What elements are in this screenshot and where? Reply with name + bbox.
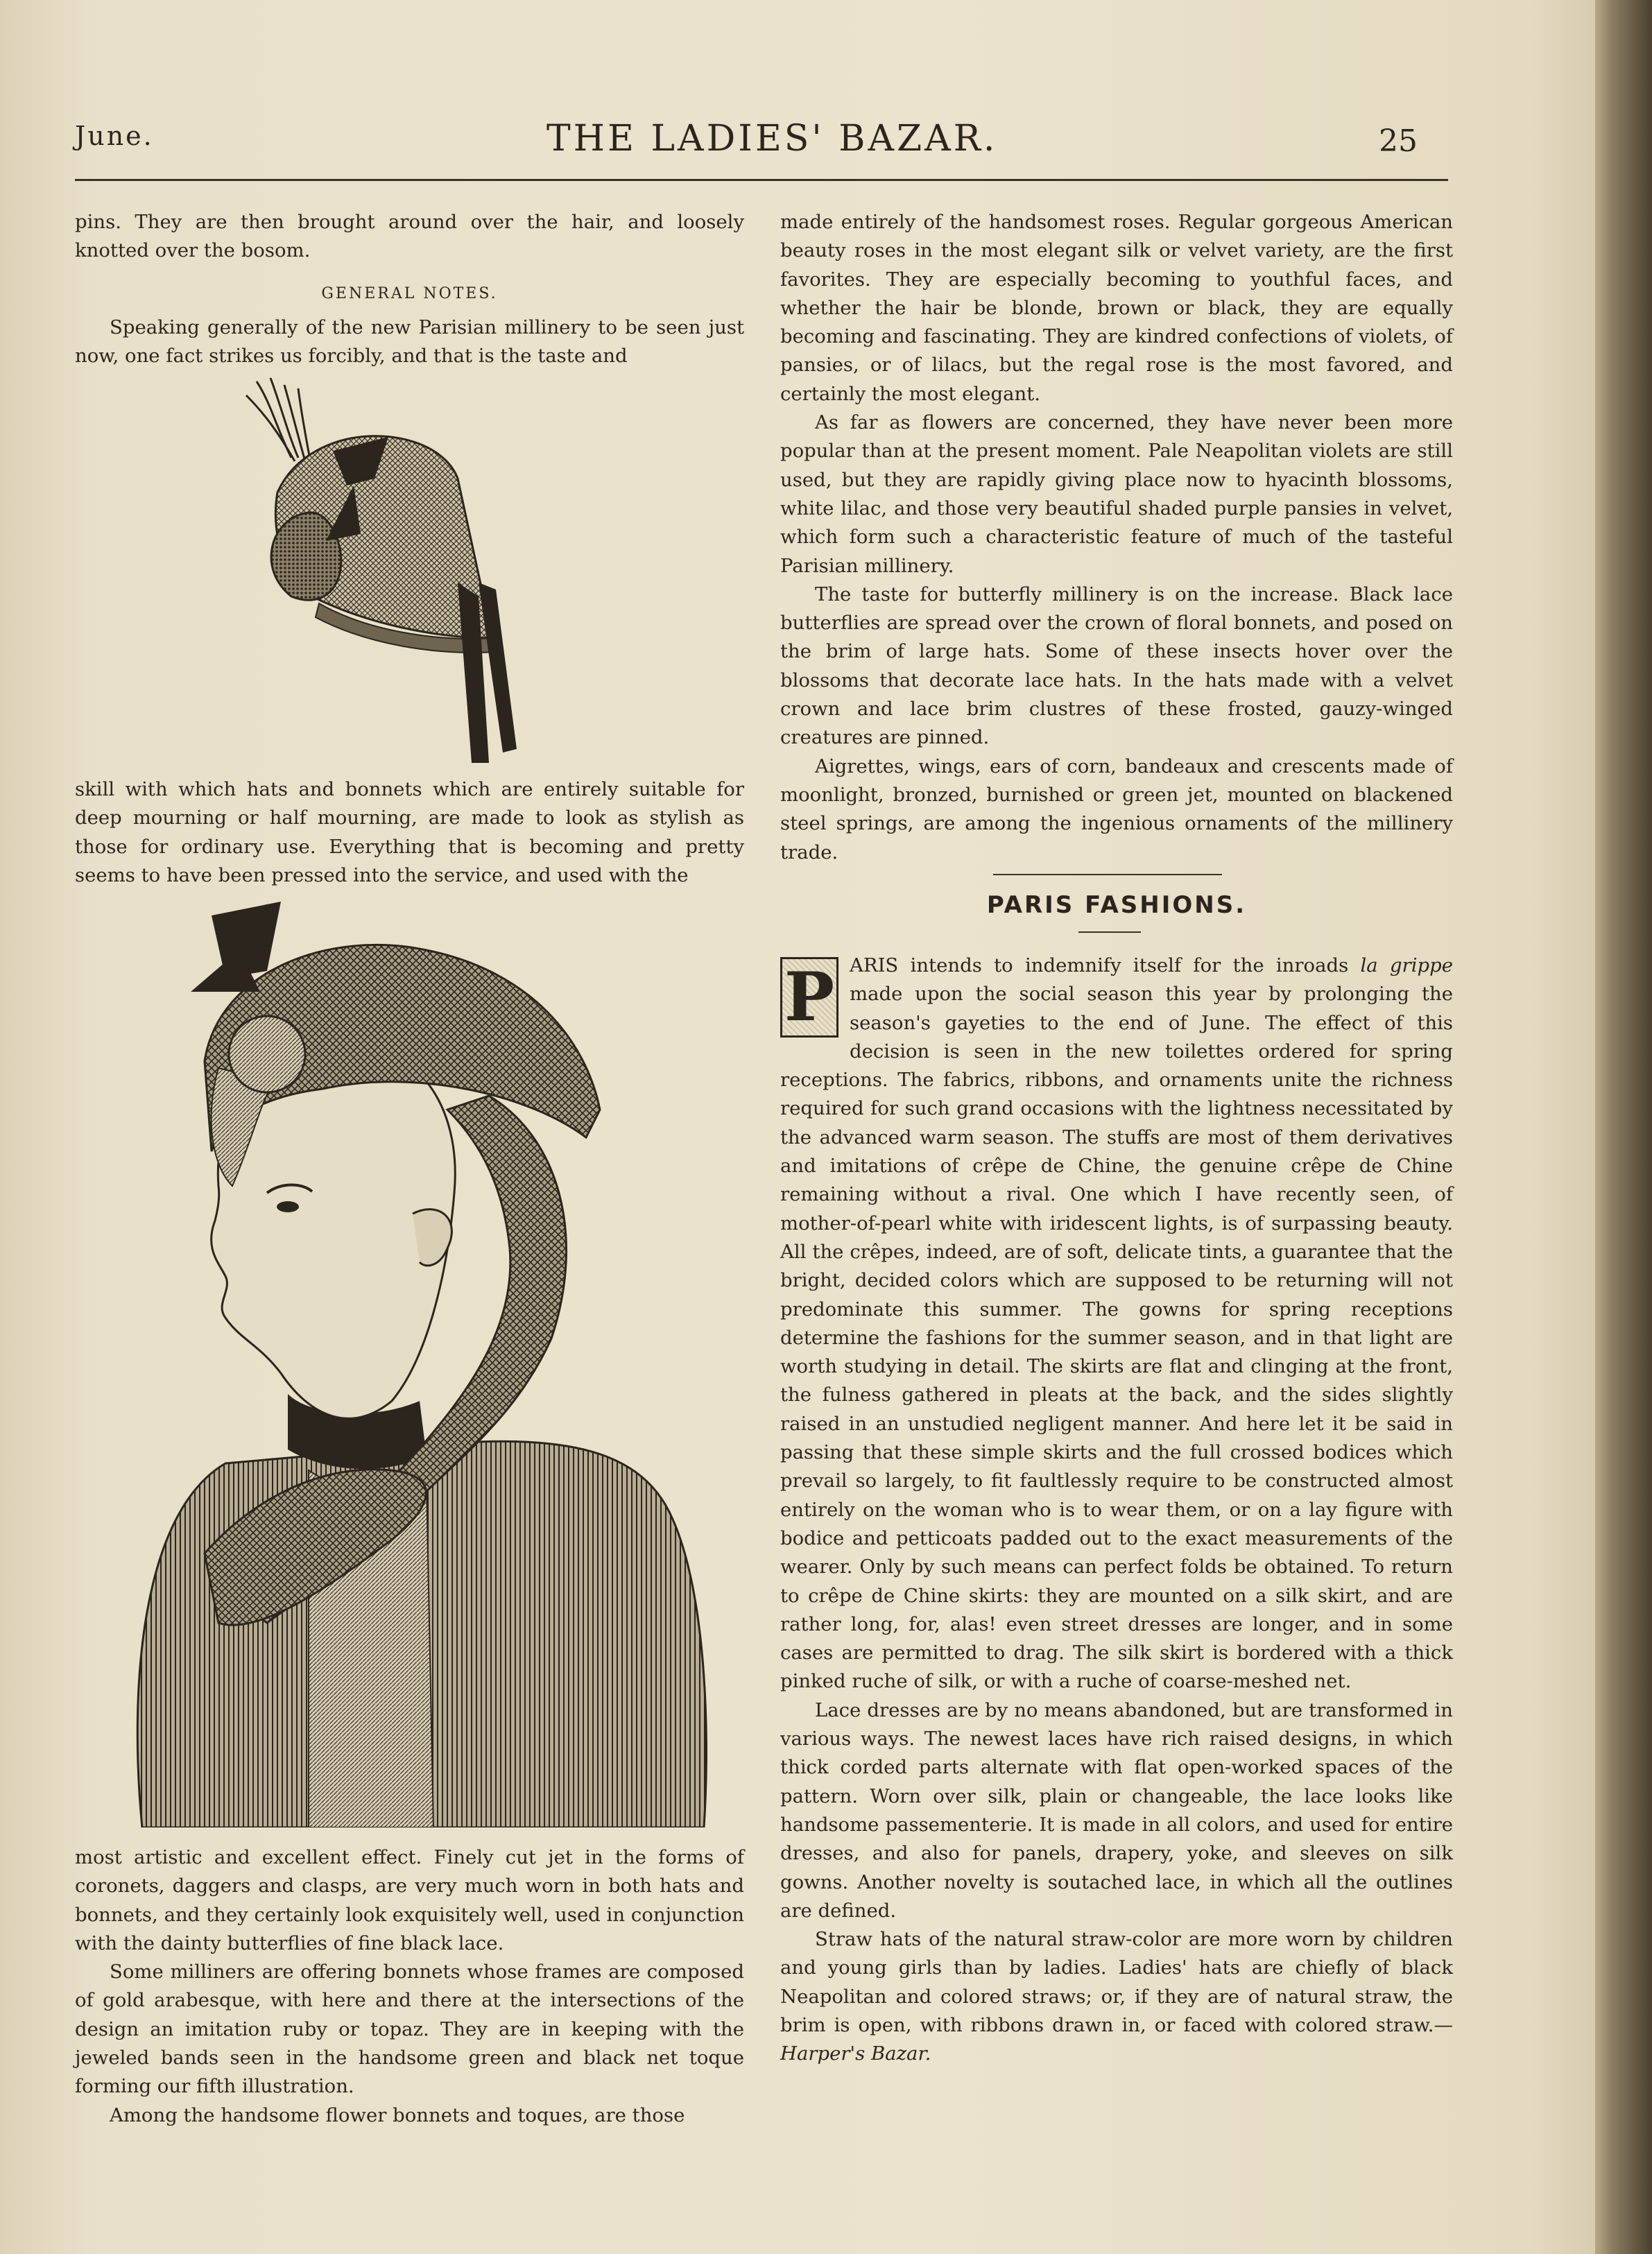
section-title-paris-fashions: PARIS FASHIONS.	[986, 891, 1247, 919]
toque-hat-illustration	[229, 375, 617, 770]
left-column-bottom	[75, 1843, 744, 2130]
header-month: June.	[75, 121, 154, 151]
right-column-article	[780, 952, 1453, 2069]
paragraph-text: Straw hats of the natural straw-color are more worn by children and young girls than by ladies. Ladies' hats are chiefly of black Neapolitan and colored straws; or, if they are of natural straw, the brim is open, with ribbons drawn in, or faced with colored straw.	[780, 1928, 1453, 2036]
paragraph: made entirely of the handsomest roses. Regular gorgeous American beauty roses in the most elegant silk or velvet variety, are the first favorites. They are especially becoming to youthful faces, and whether the hair be blonde, brown or black, they are equally becoming and fascinating. They are kindred confections of violets, of pansies, or of lilacs, but the regal rose is the most favored, and certainly the most elegant.	[780, 211, 1453, 405]
paragraph: skill with which hats and bonnets which are entirely suitable for deep mourning or half mourning, are made to look as stylish as those for ordinary use. Everything that is becoming and pretty seems to have been pressed into the service, and used with the	[75, 778, 744, 886]
paragraph	[780, 1925, 1453, 2068]
paragraph: Speaking generally of the new Parisian millinery to be seen just now, one fact strikes us forcibly, and that is the taste and	[75, 316, 744, 368]
paragraph: pins. They are then brought around over the hair, and loosely knotted over the bosom.	[75, 211, 744, 262]
left-column-middle	[75, 775, 744, 890]
right-column-top	[780, 208, 1453, 867]
header-rule	[75, 179, 1448, 181]
paragraph: As far as flowers are concerned, they have never been more popular than at the present moment. Pale Neapolitan violets are still used, but they are rapidly giving place now to hyacinth blossoms, white lilac, and those very beautiful shaded purple pansies in velvet, which form such a characteristic feature of much of the tasteful Parisian millinery.	[780, 411, 1453, 577]
paragraph: Among the handsome flower bonnets and toques, are those	[110, 2104, 685, 2126]
paragraph: Lace dresses are by no means abandoned, but are transformed in various ways. The newest laces have rich raised designs, in which thick corded parts alternate with flat open-worked spaces of the pattern. Worn over silk, plain or changeable, the lace looks like handsome passementerie. It is made in all colors, and used for entire dresses, and also for panels, drapery, yoke, and sleeves on silk gowns. Another novelty is soutached lace, in which all the outlines are defined.	[780, 1698, 1453, 1922]
title-underline	[1078, 931, 1141, 933]
page-header	[75, 118, 1448, 166]
source-credit: —Harper's Bazar.	[780, 2013, 1453, 2065]
italic-phrase: la grippe	[1360, 954, 1453, 977]
section-separator	[993, 874, 1222, 875]
subheading-general-notes: GENERAL NOTES.	[321, 284, 498, 302]
lead-text: ARIS intends to indemnify itself for the inroads	[850, 954, 1361, 977]
lead-continuation: made upon the social season this year by prolonging the season's gayeties to the end of June. The effect of this decision is seen in the new toilettes ordered for spring receptions. The fabrics, ribbons, and ornaments unite the richness required for such grand occasions with the lightness necessitated by the advanced warm season. The stuffs are most of them derivatives and imitations of crêpe de Chine, the genuine crêpe de Chine remaining without a rival. One which I have recently seen, of mother-of-pearl white with iridescent lights, is of surpassing beauty. All the crêpes, indeed, are of soft, delicate tints, a guarantee that the bright, decided colors which are supposed to be returning will not predominate this summer. The gowns for spring receptions determine the fashions for the summer season, and in that light are worth studying in detail. The skirts are flat and clinging at the front, the fulness gathered in pleats at the back, and the sides slightly raised in an unstudied negligent manner. And here let it be said in passing that these simple skirts and the full crossed bodices which prevail so largely, to fit faultlessly require to be constructed almost entirely on the woman who is to wear them, or on a lay figure with bodice and petticoats padded out to the exact measurements of the wearer. Only by such means can perfect folds be obtained. To return to crêpe de Chine skirts: they are mounted on a silk skirt, and are rather long, for, alas! even street dresses are longer, and in some cases are permitted to drag. The silk skirt is bordered with a thick pinked ruche of silk, or with a ruche of coarse-meshed net.	[780, 983, 1453, 1693]
drop-cap: P	[780, 957, 838, 1038]
page-number: 25	[1379, 123, 1418, 159]
paragraph: The taste for butterfly millinery is on the increase. Black lace butterflies are spread over the crown of floral bonnets, and posed on the brim of large hats. Some of these insects hover over the blossoms that decorate lace hats. In the hats made with a velvet crown and lace brim clustres of these frosted, gauzy-winged creatures are pinned.	[780, 583, 1453, 749]
paragraph: most artistic and excellent effect. Finely cut jet in the forms of coronets, daggers and clasps, are very much worn in both hats and bonnets, and they certainly look exquisitely well, used in conjunction with the dainty butterflies of fine black lace.	[75, 1846, 744, 1954]
book-spine-edge	[1595, 0, 1652, 2254]
left-column-top	[75, 208, 744, 370]
paragraph: Aigrettes, wings, ears of corn, bandeaux and crescents made of moonlight, bronzed, burnished or green jet, mounted on blackened steel springs, are among the ingenious ornaments of the millinery trade.	[780, 755, 1453, 863]
woman-portrait-illustration	[101, 888, 718, 1827]
header-title: THE LADIES' BAZAR.	[547, 118, 998, 160]
paragraph-lead	[780, 952, 1453, 1696]
paragraph: Some milliners are offering bonnets whose frames are composed of gold arabesque, with here and there at the intersections of the design an imitation ruby or topaz. They are in keeping with the jeweled bands seen in the handsome green and black net toque forming our fifth illustration.	[75, 1961, 744, 2098]
